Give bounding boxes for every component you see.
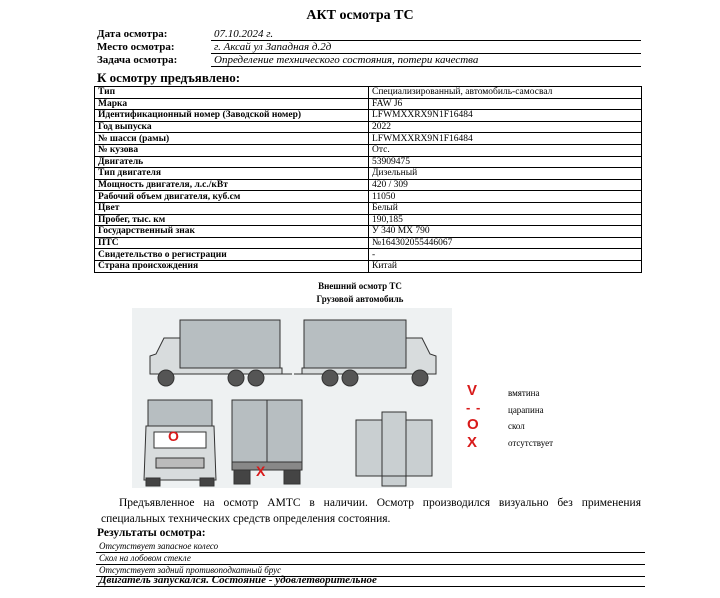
- legend-dent-label: вмятина: [508, 388, 540, 398]
- spec-key: Год выпуска: [95, 121, 369, 133]
- spec-row: [95, 249, 642, 261]
- header-label: Задача осмотра:: [97, 54, 178, 66]
- spec-value: LFWMXXRX9N1F16484: [369, 110, 642, 122]
- result-line: Отсутствует задний противоподкатный брус: [96, 565, 645, 577]
- spec-row: [95, 191, 642, 203]
- spec-row: [95, 260, 642, 272]
- spec-key: Страна происхождения: [95, 260, 369, 272]
- spec-key: Идентификационный номер (Заводской номер): [95, 110, 369, 122]
- truck-inspection-diagram: [132, 308, 452, 488]
- spec-value: LFWMXXRX9N1F16484: [369, 133, 642, 145]
- spec-value: 11050: [369, 191, 642, 203]
- final-note: Двигатель запускался. Состояние - удовлетворительное: [96, 574, 645, 587]
- spec-value: 2022: [369, 121, 642, 133]
- damage-mark-missing-rear-bar: X: [256, 463, 266, 479]
- spec-key: Цвет: [95, 202, 369, 214]
- legend-dent-symbol: V: [467, 382, 478, 399]
- header-row-place: [94, 41, 641, 55]
- truck-body-unfolded-view: [356, 412, 432, 486]
- presented-heading: К осмотру предъявлено:: [97, 70, 241, 85]
- spec-row: [95, 226, 642, 238]
- spec-value: Белый: [369, 202, 642, 214]
- document-title: АКТ осмотра ТС: [306, 8, 414, 23]
- spec-key: Тип: [95, 87, 369, 99]
- spec-value: №164302055446067: [369, 237, 642, 249]
- header-value: г. Аксай ул Западная д.2д: [211, 41, 641, 54]
- spec-row: [95, 110, 642, 122]
- result-line: Отсутствует запасное колесо: [96, 541, 645, 553]
- header-label: Место осмотра:: [97, 41, 175, 53]
- spec-value: Специализированный, автомобиль-самосвал: [369, 87, 642, 99]
- inspection-paragraph: Предъявленное на осмотр АМТС в наличии. Осмотр производился визуально без применения специальных технических средств определения состояния.: [101, 497, 641, 525]
- spec-value: FAW J6: [369, 98, 642, 110]
- truck-front-view: [144, 400, 216, 486]
- spec-value: -: [369, 249, 642, 261]
- legend-missing-symbol: X: [467, 434, 478, 451]
- spec-row: [95, 237, 642, 249]
- spec-row: [95, 98, 642, 110]
- spec-row: [95, 168, 642, 180]
- spec-key: ПТС: [95, 237, 369, 249]
- vehicle-spec-table: [94, 86, 642, 273]
- spec-value: 190,185: [369, 214, 642, 226]
- damage-mark-chip-windshield: O: [168, 428, 179, 444]
- spec-key: № кузова: [95, 144, 369, 156]
- inspection-title: Внешний осмотр ТС: [318, 281, 402, 291]
- spec-value: 53909475: [369, 156, 642, 168]
- spec-key: Свидетельство о регистрации: [95, 249, 369, 261]
- header-row-task: [94, 54, 641, 68]
- spec-key: Государственный знак: [95, 226, 369, 238]
- legend-scratch-symbol: - -: [466, 400, 482, 415]
- spec-value: Отс.: [369, 144, 642, 156]
- spec-value: У 340 МХ 790: [369, 226, 642, 238]
- legend-scratch-label: царапина: [508, 405, 544, 415]
- spec-key: Пробег, тыс. км: [95, 214, 369, 226]
- header-row-date: [94, 28, 641, 42]
- spec-value: Китай: [369, 260, 642, 272]
- spec-key: № шасси (рамы): [95, 133, 369, 145]
- header-label: Дата осмотра:: [97, 28, 168, 40]
- spec-value: Дизельный: [369, 168, 642, 180]
- spec-value: 420 / 309: [369, 179, 642, 191]
- spec-row: [95, 87, 642, 99]
- legend-chip-symbol: O: [467, 416, 479, 433]
- spec-row: [95, 144, 642, 156]
- spec-key: Мощность двигателя, л.с./кВт: [95, 179, 369, 191]
- results-heading: Результаты осмотра:: [97, 527, 206, 539]
- result-line: Скол на лобовом стекле: [96, 553, 645, 565]
- spec-key: Рабочий объем двигателя, куб.см: [95, 191, 369, 203]
- spec-row: [95, 179, 642, 191]
- spec-row: [95, 214, 642, 226]
- spec-row: [95, 121, 642, 133]
- spec-row: [95, 202, 642, 214]
- spec-key: Тип двигателя: [95, 168, 369, 180]
- legend-missing-label: отсутствует: [508, 438, 554, 448]
- spec-key: Двигатель: [95, 156, 369, 168]
- header-value: Определение технического состояния, потери качества: [211, 54, 641, 67]
- spec-key: Марка: [95, 98, 369, 110]
- header-value: 07.10.2024 г.: [211, 28, 641, 41]
- inspection-subtitle: Грузовой автомобиль: [316, 294, 404, 304]
- spec-row: [95, 156, 642, 168]
- legend-chip-label: скол: [508, 421, 525, 431]
- spec-row: [95, 133, 642, 145]
